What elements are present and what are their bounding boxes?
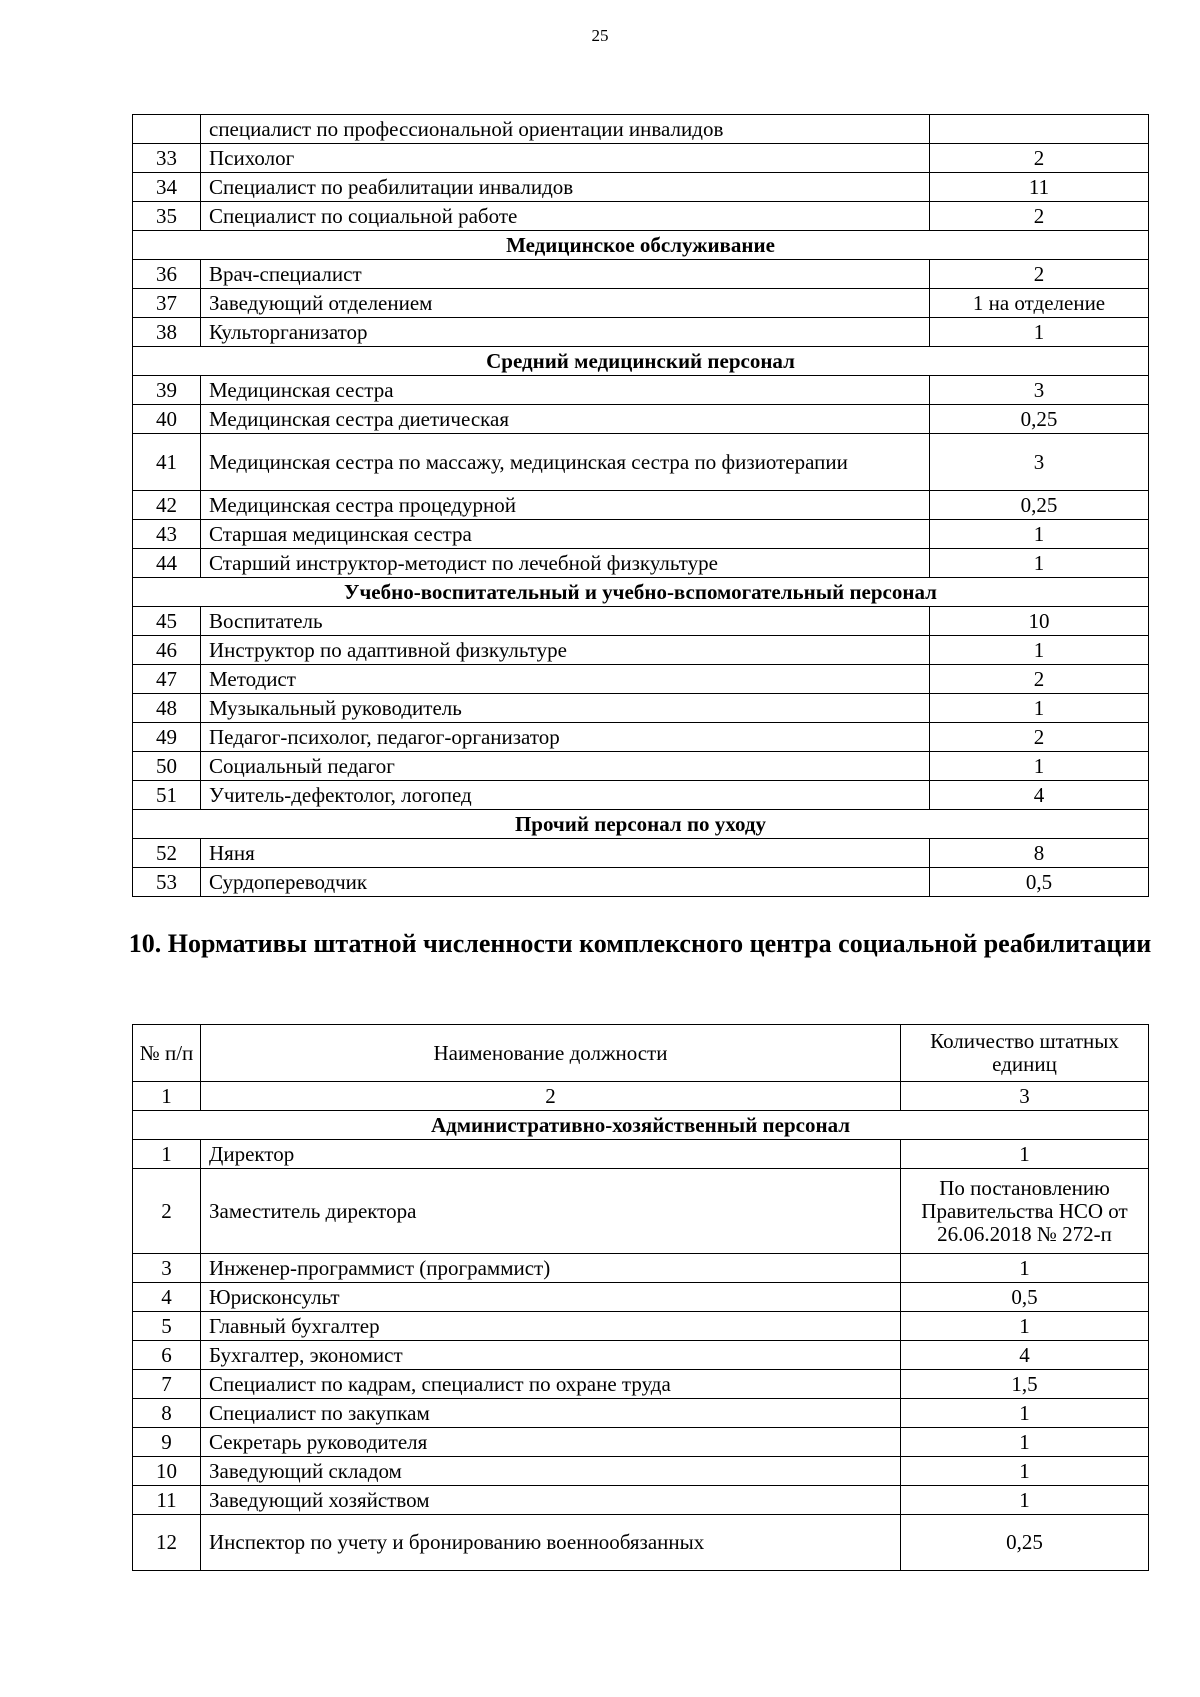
position-name: Психолог [201, 144, 930, 173]
staff-count: 2 [930, 144, 1149, 173]
section-heading: Медицинское обслуживание [133, 231, 1149, 260]
position-name: Заведующий складом [201, 1457, 901, 1486]
section-row [133, 231, 1149, 260]
staff-count: 1 [930, 636, 1149, 665]
staff-count: 1 [901, 1312, 1149, 1341]
header-staff-count: Количество штатных единиц [901, 1025, 1149, 1082]
staff-count: 11 [930, 173, 1149, 202]
staff-count: 1 [930, 752, 1149, 781]
row-number: 48 [133, 694, 201, 723]
position-name: Социальный педагог [201, 752, 930, 781]
staff-count: 0,5 [901, 1283, 1149, 1312]
row-number: 52 [133, 839, 201, 868]
position-name: Сурдопереводчик [201, 868, 930, 897]
staff-count: 1 на отделение [930, 289, 1149, 318]
position-name: Инженер-программист (программист) [201, 1254, 901, 1283]
row-number: 10 [133, 1457, 201, 1486]
staff-count: 4 [901, 1341, 1149, 1370]
position-name: Учитель-дефектолог, логопед [201, 781, 930, 810]
position-name: Медицинская сестра процедурной [201, 491, 930, 520]
table-row [133, 491, 1149, 520]
position-name: Медицинская сестра [201, 376, 930, 405]
table-row [133, 839, 1149, 868]
table-row [133, 376, 1149, 405]
staff-count: 1 [901, 1254, 1149, 1283]
table-row [133, 781, 1149, 810]
section-heading: Административно-хозяйственный персонал [133, 1111, 1149, 1140]
row-number: 37 [133, 289, 201, 318]
staff-count [930, 115, 1149, 144]
row-number: 3 [133, 1254, 201, 1283]
position-name: Музыкальный руководитель [201, 694, 930, 723]
section-heading: Прочий персонал по уходу [133, 810, 1149, 839]
row-number: 46 [133, 636, 201, 665]
row-number: 9 [133, 1428, 201, 1457]
table-row [133, 260, 1149, 289]
staff-count: 1 [930, 549, 1149, 578]
row-number: 41 [133, 434, 201, 491]
table-row [133, 1428, 1149, 1457]
column-index-1: 1 [133, 1082, 201, 1111]
table-row [133, 1457, 1149, 1486]
row-number: 38 [133, 318, 201, 347]
position-name: Старшая медицинская сестра [201, 520, 930, 549]
position-name: Медицинская сестра по массажу, медицинская сестра по физиотерапии [201, 434, 930, 491]
section-10-title: 10. Нормативы штатной численности комплексного центра социальной реабилитации [128, 929, 1152, 958]
row-number: 39 [133, 376, 201, 405]
staff-count: 2 [930, 202, 1149, 231]
table-row [133, 607, 1149, 636]
section-heading: Средний медицинский персонал [133, 347, 1149, 376]
row-number: 44 [133, 549, 201, 578]
position-name: Медицинская сестра диетическая [201, 405, 930, 434]
staff-count: 0,25 [901, 1515, 1149, 1571]
staff-count: 1 [901, 1140, 1149, 1169]
staff-count: 10 [930, 607, 1149, 636]
row-number: 33 [133, 144, 201, 173]
table-header-row [133, 1025, 1149, 1082]
table-row [133, 144, 1149, 173]
table-row [133, 723, 1149, 752]
row-number: 34 [133, 173, 201, 202]
table-row [133, 434, 1149, 491]
table-row [133, 405, 1149, 434]
staff-count: 0,25 [930, 405, 1149, 434]
table-row [133, 1140, 1149, 1169]
position-name: Юрисконсульт [201, 1283, 901, 1312]
staff-count: 1 [930, 318, 1149, 347]
row-number: 35 [133, 202, 201, 231]
position-name: Инструктор по адаптивной физкультуре [201, 636, 930, 665]
table-row [133, 1254, 1149, 1283]
staff-count: По постановлению Правительства НСО от 26.06.2018 № 272-п [901, 1169, 1149, 1254]
row-number: 49 [133, 723, 201, 752]
position-name: Специалист по реабилитации инвалидов [201, 173, 930, 202]
row-number: 53 [133, 868, 201, 897]
table-row [133, 549, 1149, 578]
staff-count: 8 [930, 839, 1149, 868]
section-row [133, 810, 1149, 839]
row-number: 5 [133, 1312, 201, 1341]
staff-count: 1 [901, 1399, 1149, 1428]
position-name: специалист по профессиональной ориентации инвалидов [201, 115, 930, 144]
staff-count: 1 [930, 694, 1149, 723]
table-row [133, 1486, 1149, 1515]
staff-count: 1 [901, 1428, 1149, 1457]
row-number: 11 [133, 1486, 201, 1515]
staffing-table-continued [132, 114, 1149, 897]
staff-count: 3 [930, 434, 1149, 491]
section-row [133, 347, 1149, 376]
position-name: Культорганизатор [201, 318, 930, 347]
table-row [133, 115, 1149, 144]
position-name: Воспитатель [201, 607, 930, 636]
table-row [133, 1169, 1149, 1254]
row-number: 51 [133, 781, 201, 810]
row-number: 42 [133, 491, 201, 520]
staff-count: 0,5 [930, 868, 1149, 897]
position-name: Главный бухгалтер [201, 1312, 901, 1341]
table-row [133, 1283, 1149, 1312]
row-number: 8 [133, 1399, 201, 1428]
staff-count: 1 [901, 1486, 1149, 1515]
row-number: 2 [133, 1169, 201, 1254]
position-name: Старший инструктор-методист по лечебной физкультуре [201, 549, 930, 578]
table-row [133, 1370, 1149, 1399]
staff-count: 4 [930, 781, 1149, 810]
position-name: Методист [201, 665, 930, 694]
staff-count: 2 [930, 260, 1149, 289]
position-name: Педагог-психолог, педагог-организатор [201, 723, 930, 752]
table-row [133, 1515, 1149, 1571]
table-row [133, 1399, 1149, 1428]
row-number: 12 [133, 1515, 201, 1571]
header-number: № п/п [133, 1025, 201, 1082]
row-number: 40 [133, 405, 201, 434]
position-name: Специалист по социальной работе [201, 202, 930, 231]
row-number: 6 [133, 1341, 201, 1370]
position-name: Заместитель директора [201, 1169, 901, 1254]
staffing-table-rehab-center [132, 1024, 1149, 1571]
row-number: 50 [133, 752, 201, 781]
staff-count: 3 [930, 376, 1149, 405]
row-number [133, 115, 201, 144]
page-number: 25 [591, 26, 609, 45]
table-row [133, 1341, 1149, 1370]
table-row [133, 202, 1149, 231]
table-row [133, 318, 1149, 347]
section-row [133, 1111, 1149, 1140]
table-row [133, 289, 1149, 318]
column-index-2: 2 [201, 1082, 901, 1111]
table-row [133, 752, 1149, 781]
table-row [133, 1312, 1149, 1341]
row-number: 36 [133, 260, 201, 289]
staff-count: 1 [901, 1457, 1149, 1486]
column-index-3: 3 [901, 1082, 1149, 1111]
position-name: Бухгалтер, экономист [201, 1341, 901, 1370]
row-number: 7 [133, 1370, 201, 1399]
staff-count: 2 [930, 665, 1149, 694]
header-position-name: Наименование должности [201, 1025, 901, 1082]
table-row [133, 665, 1149, 694]
position-name: Врач-специалист [201, 260, 930, 289]
position-name: Заведующий хозяйством [201, 1486, 901, 1515]
position-name: Заведующий отделением [201, 289, 930, 318]
table-row [133, 520, 1149, 549]
section-row [133, 578, 1149, 607]
staff-count: 1,5 [901, 1370, 1149, 1399]
table-row [133, 868, 1149, 897]
row-number: 1 [133, 1140, 201, 1169]
row-number: 47 [133, 665, 201, 694]
position-name: Специалист по кадрам, специалист по охране труда [201, 1370, 901, 1399]
position-name: Няня [201, 839, 930, 868]
row-number: 45 [133, 607, 201, 636]
section-heading: Учебно-воспитательный и учебно-вспомогательный персонал [133, 578, 1149, 607]
table-row [133, 694, 1149, 723]
position-name: Специалист по закупкам [201, 1399, 901, 1428]
table-row [133, 173, 1149, 202]
table-row [133, 636, 1149, 665]
staff-count: 0,25 [930, 491, 1149, 520]
staff-count: 1 [930, 520, 1149, 549]
row-number: 4 [133, 1283, 201, 1312]
position-name: Секретарь руководителя [201, 1428, 901, 1457]
position-name: Инспектор по учету и бронированию военнообязанных [201, 1515, 901, 1571]
position-name: Директор [201, 1140, 901, 1169]
column-index-row [133, 1082, 1149, 1111]
row-number: 43 [133, 520, 201, 549]
staff-count: 2 [930, 723, 1149, 752]
